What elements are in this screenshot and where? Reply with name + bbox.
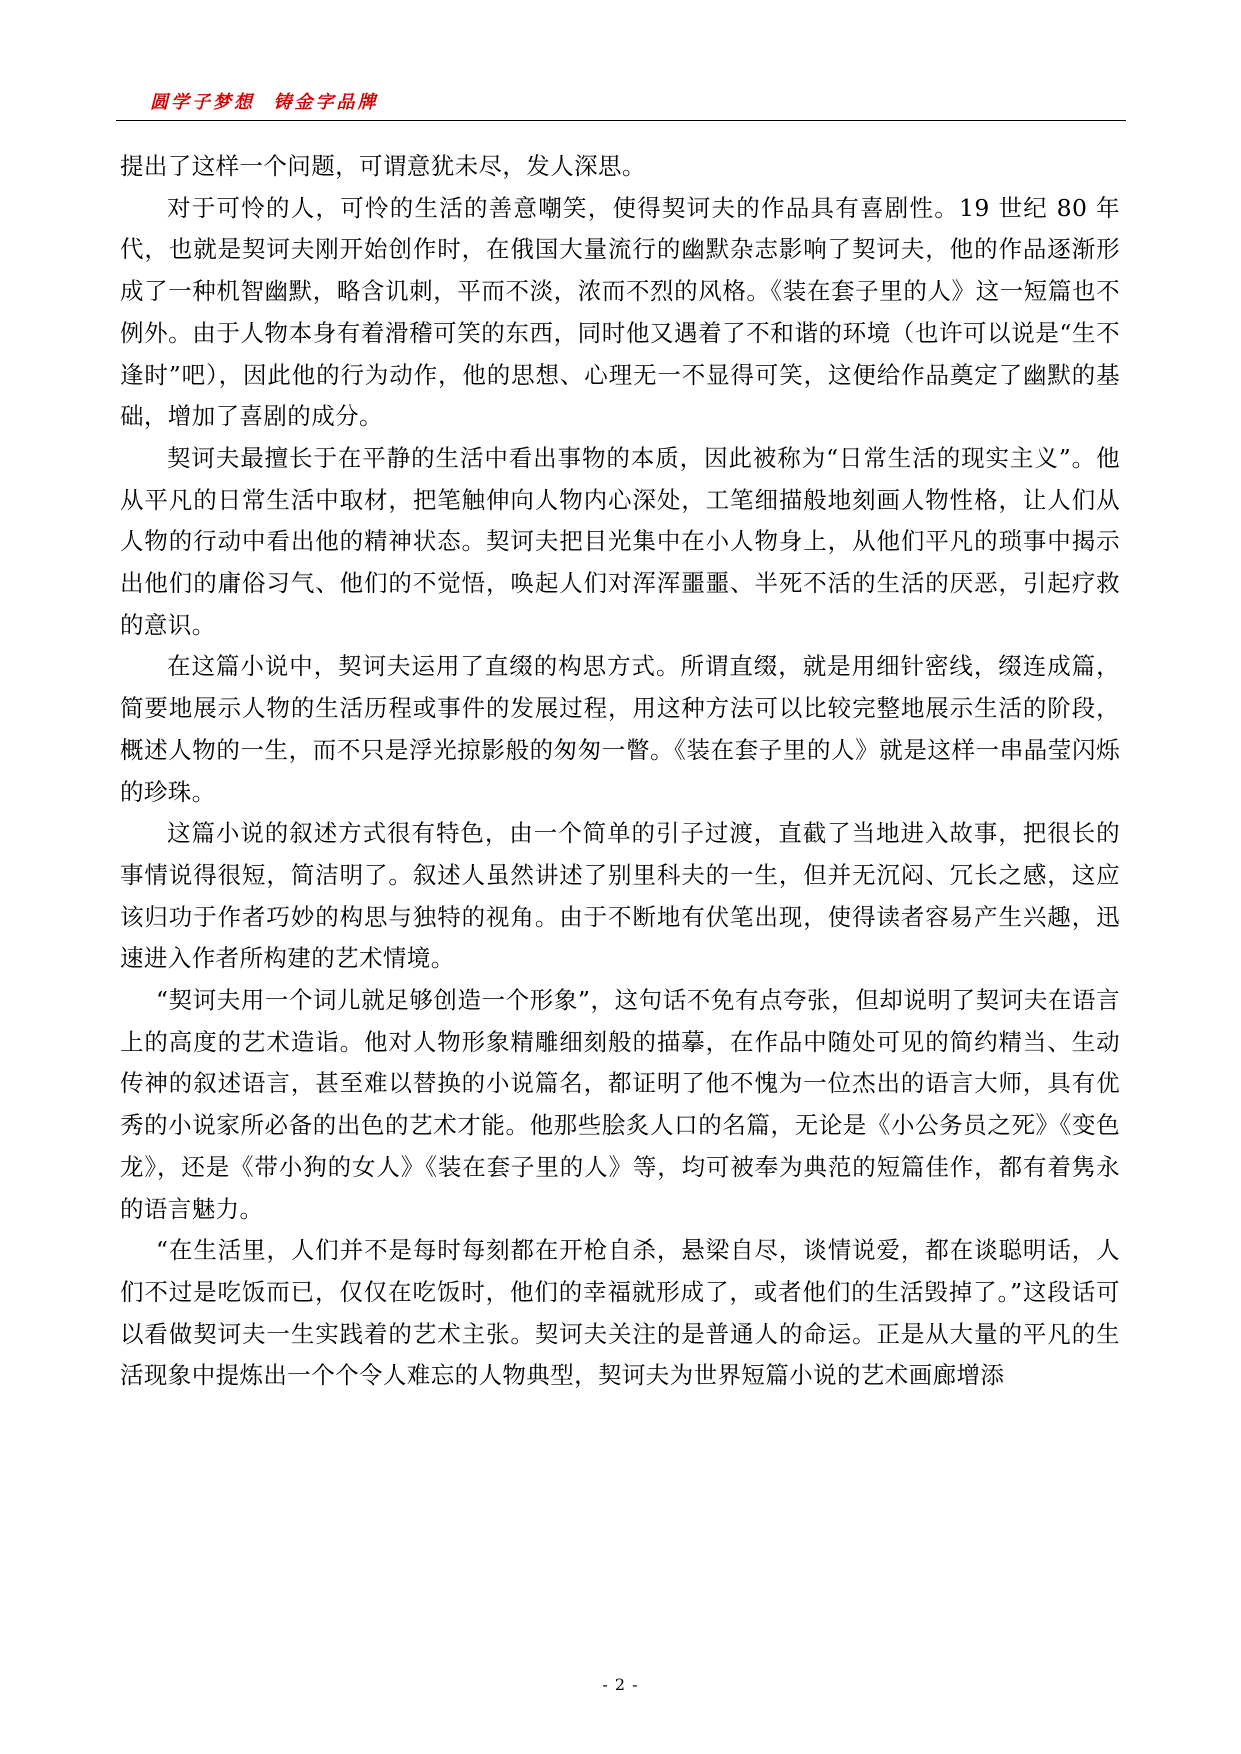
- header-slogan: 圆学子梦想 铸金字品牌: [150, 92, 379, 113]
- paragraph-continuation: 提出了这样一个问题，可谓意犹未尽，发人深思。: [120, 152, 646, 180]
- paragraph-humor: 对于可怜的人，可怜的生活的善意嘲笑，使得契诃夫的作品具有喜剧性。19 世纪 80 年代，也就是契诃夫刚开始创作时，在俄国大量流行的幽默杂志影响了契诃夫，他的作品逐渐形成了一种机智幽默，略含讥刺，平而不淡，浓而不烈的风格。《装在套子里的人》这一短篇也不例外。由于人物本身有着滑稽可笑的东西，同时他又遇着了不和谐的环境（也许可以说是“生不逢时”吧），因此他的行为动作，他的思想、心理无一不显得可笑，这便给作品奠定了幽默的基础，增加了喜剧的成分。: [120, 193, 1120, 431]
- paragraph-language: “契诃夫用一个词儿就足够创造一个形象”，这句话不免有点夸张，但却说明了契诃夫在语言上的高度的艺术造诣。他对人物形象精雕细刻般的描摹，在作品中随处可见的简约精当、生动传神的叙述语言，甚至难以替换的小说篇名，都证明了他不愧为一位杰出的语言大师，具有优秀的小说家所必备的出色的艺术才能。他那些脍炙人口的名篇，无论是《小公务员之死》《变色龙》，还是《带小狗的女人》《装在套子里的人》等，均可被奉为典范的短篇佳作，都有着隽永的语言魅力。: [120, 986, 1120, 1223]
- page-number: - 2 -: [602, 1675, 639, 1694]
- article-body: [120, 146, 1120, 1397]
- header-divider: [116, 120, 1126, 121]
- paragraph-art-principle: “在生活里，人们并不是每时每刻都在开枪自杀，悬梁自尽，谈情说爱，都在谈聪明话，人们不过是吃饭而已，仅仅在吃饭时，他们的幸福就形成了，或者他们的生活毁掉了。”这段话可以看做契诃夫一生实践着的艺术主张。契诃夫关注的是普通人的命运。正是从大量的平凡的生活现象中提炼出一个个令人难忘的人物典型，契诃夫为世界短篇小说的艺术画廊增添: [120, 1236, 1120, 1390]
- paragraph-realism: 契诃夫最擅长于在平静的生活中看出事物的本质，因此被称为“日常生活的现实主义”。他从平凡的日常生活中取材，把笔触伸向人物内心深处，工笔细描般地刻画人物性格，让人们从人物的行动中看出他的精神状态。契诃夫把目光集中在小人物身上，从他们平凡的琐事中揭示出他们的庸俗习气、他们的不觉悟，唤起人们对浑浑噩噩、半死不活的生活的厌恶，引起疗救的意识。: [120, 443, 1120, 639]
- paragraph-narration: 这篇小说的叙述方式很有特色，由一个简单的引子过渡，直截了当地进入故事，把很长的事情说得很短，简洁明了。叙述人虽然讲述了别里科夫的一生，但并无沉闷、冗长之感，这应该归功于作者巧妙的构思与独特的视角。由于不断地有伏笔出现，使得读者容易产生兴趣，迅速进入作者所构建的艺术情境。: [120, 819, 1120, 973]
- paragraph-structure: 在这篇小说中，契诃夫运用了直缀的构思方式。所谓直缀，就是用细针密线，缀连成篇，简要地展示人物的生活历程或事件的发展过程，用这种方法可以比较完整地展示生活的阶段，概述人物的一生，而不只是浮光掠影般的匆匆一瞥。《装在套子里的人》就是这样一串晶莹闪烁的珍珠。: [120, 652, 1120, 806]
- page-header: [116, 78, 1126, 124]
